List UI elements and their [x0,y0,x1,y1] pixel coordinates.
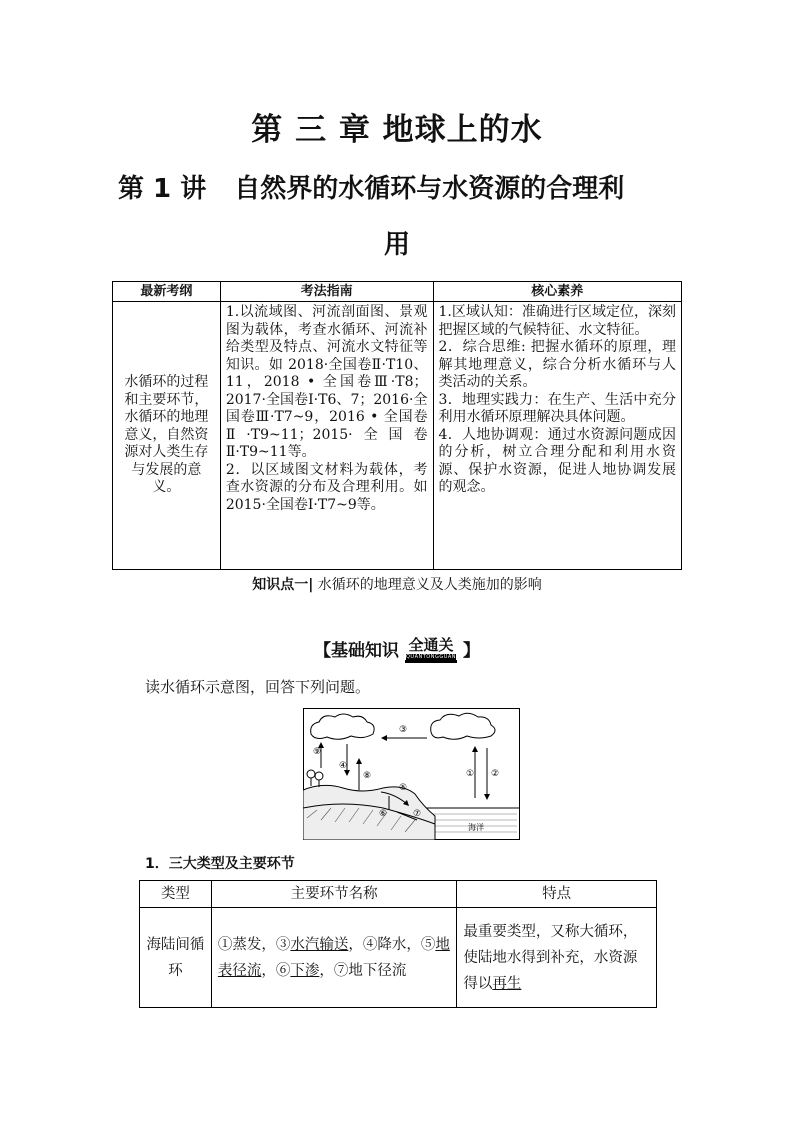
literacy-item-1: 1.区域认知：准确进行区域定位，深刻把握区域的气候特征、水文特征。 [438,304,676,338]
types-table [139,880,657,1008]
header-literacy: 核心素养 [433,282,682,302]
header-guide: 考法指南 [220,282,433,302]
literacy-item-3: 3．地理实践力：在生产、生活中充分利用水循环原理解决具体问题。 [438,391,676,425]
outline-cell: 水循环的过程和主要环节，水循环的地理意义，自然资源对人类生存与发展的意义。 [113,302,221,570]
water-cycle-diagram [303,708,520,840]
header-type: 类型 [140,881,212,908]
lesson-title-line2: 用 [383,230,410,260]
knowledge-point-title: 水循环的地理意义及人类施加的影响 [317,577,542,593]
header-features: 特点 [457,881,657,908]
type-cell: 海陆间循环 [140,908,212,1008]
basic-knowledge-heading [0,636,794,665]
basic-close: 】 [462,641,480,661]
answer-regeneration: 再生 [492,975,522,992]
label-5: ⑤ [399,783,408,793]
basic-open: 【基础知识 [314,641,400,661]
guide-cell [220,302,433,570]
badge-quantongguan [405,636,457,663]
badge-pinyin: QUANTONGGUAN [405,653,457,660]
badge-text: 全通关 [408,635,454,654]
knowledge-point [0,574,794,594]
features-cell: 最重要类型，又称大循环，使陆地水得到补充，水资源得以再生 [457,908,657,1008]
literacy-item-2: 2．综合思维: 把握水循环的原理，理解其地理意义，综合分析水循环与人类活动的关系。 [438,339,676,390]
knowledge-point-label: 知识点一| [252,577,314,593]
answer-vapor-transport: 水汽输送 [290,936,349,953]
lesson-title-line1: 自然界的水循环与水资源的合理利 [234,174,625,204]
label-8: ⑧ [363,771,372,781]
guide-item-1: 1.以流域图、河流剖面图、景观图为载体，考查水循环、河流补给类型及特点、河流水文特征等知识。如 2018·全国卷Ⅱ·T10、11，2018 • 全国卷Ⅲ·T8；2017·全国卷Ⅰ·T6、7；2016·全国卷Ⅲ·T7~9，2016 • 全国卷Ⅱ·T9~11；2015·全国卷Ⅱ·T9~11等。 [225,304,428,460]
lesson-title [118,168,624,205]
answer-infiltration: 下渗 [290,962,320,979]
label-4: ④ [339,761,348,771]
chapter-title: 第 三 章 地球上的水 [251,112,543,148]
label-1: ① [466,769,475,779]
instruction: 读水循环示意图，回答下列问题。 [145,678,371,696]
label-7: ⑦ [413,809,422,819]
links-cell: ①蒸发，③水汽输送，④降水，⑤地表径流，⑥下渗，⑦地下径流 [211,908,456,1008]
label-2: ② [491,769,500,779]
ocean-label: 海洋 [468,823,484,832]
section-1-title: 1．三大类型及主要环节 [145,856,295,872]
label-3: ③ [399,725,408,735]
literacy-item-4: 4．人地协调观：通过水资源问题成因的分析，树立合理分配和利用水资源、保护水资源，促进人地协调发展的观念。 [438,426,676,495]
label-6: ⑥ [379,809,388,819]
label-9: ⑨ [313,747,322,757]
lesson-number: 第 1 讲 [118,174,207,204]
guide-item-2: 2．以区域图文材料为载体，考查水资源的分布及合理利用。如 2015·全国卷Ⅰ·T7~9等。 [225,461,428,513]
literacy-cell [433,302,682,570]
answer-surface-runoff: 地表径流 [217,936,450,979]
overview-table [112,281,682,570]
header-links: 主要环节名称 [211,881,456,908]
header-outline: 最新考纲 [113,282,221,302]
